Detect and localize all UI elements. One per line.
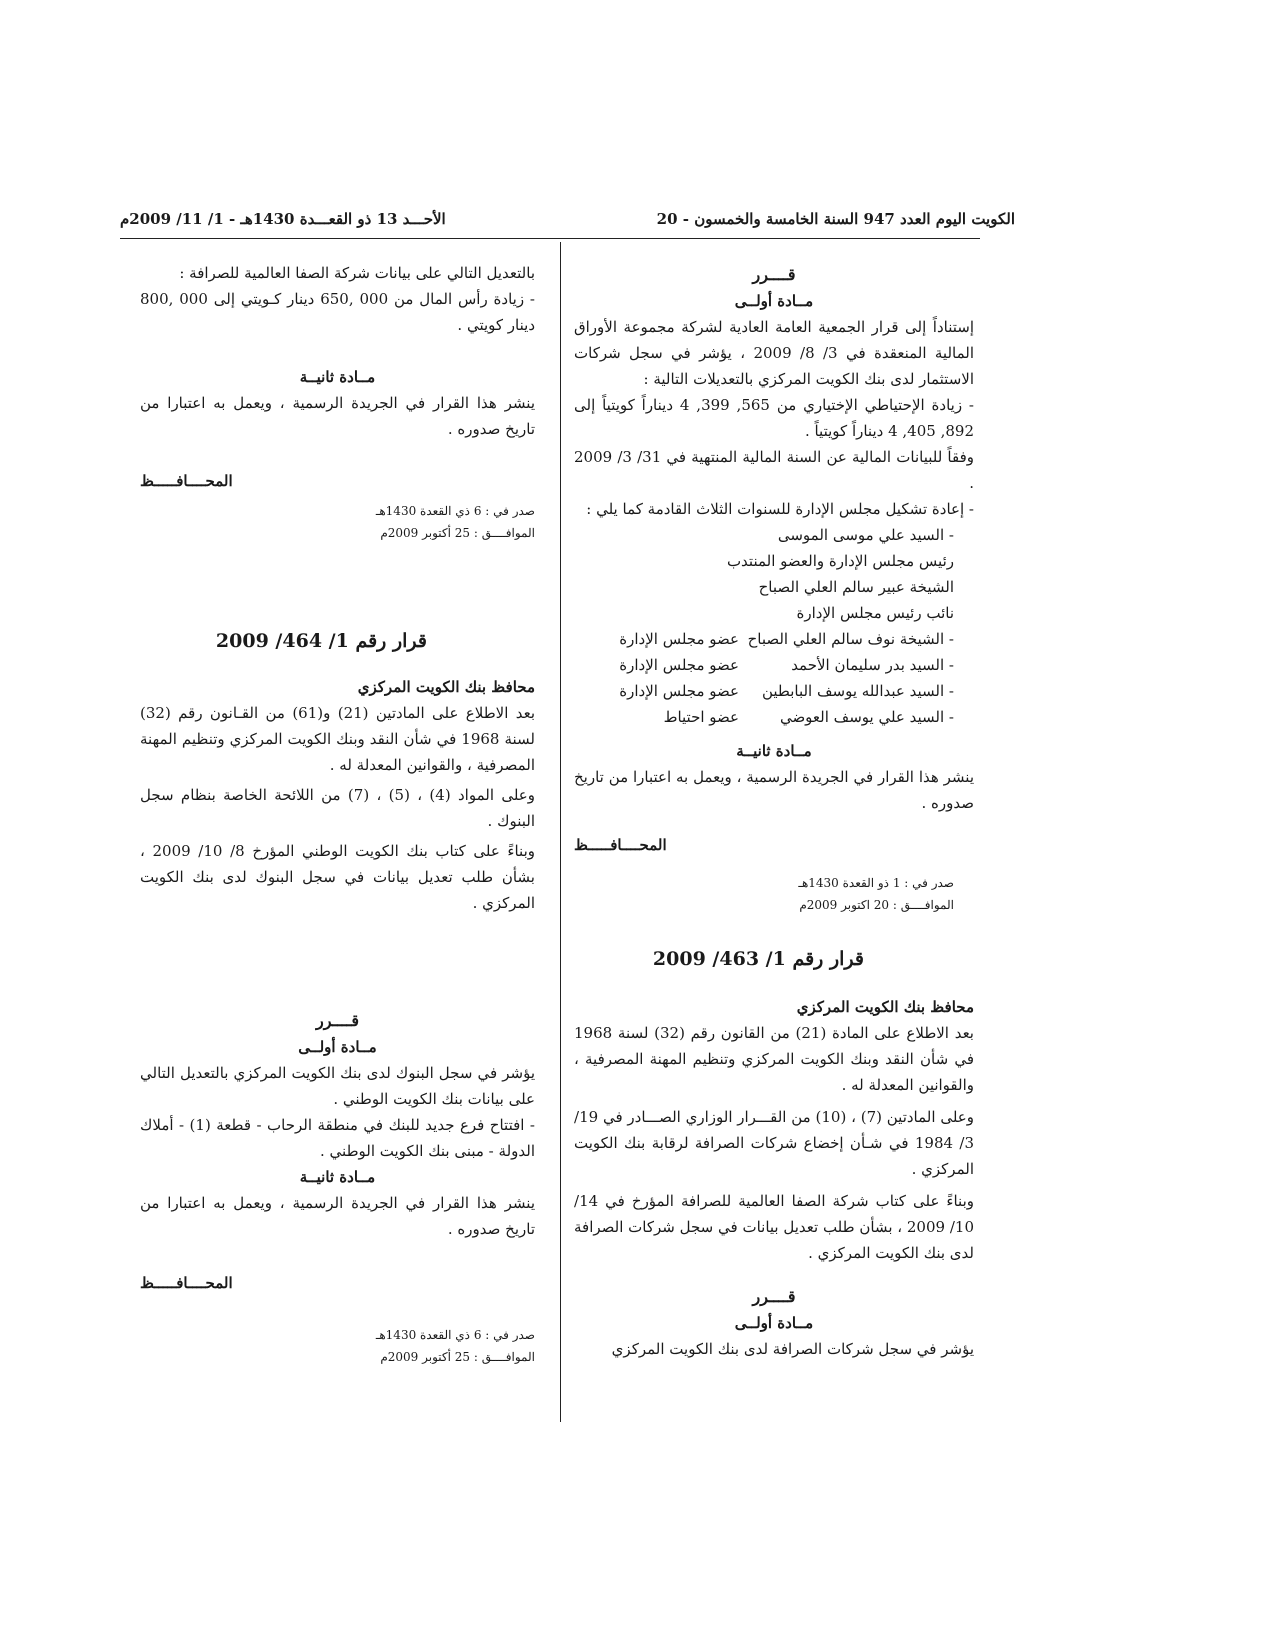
board-member-role: عضو مجلس الإدارة [619, 630, 739, 648]
decision-block-right-1 [574, 262, 974, 916]
article-1-title: مــادة أولــى [734, 292, 814, 310]
board-member-name: الشيخة عبير سالم العلي الصباح [758, 578, 954, 596]
article-2-text: ينشر هذا القرار في الجريدة الرسمية ، ويعمل به اعتبارا من تاريخ صدوره . [140, 1194, 535, 1238]
corresponding-date: الموافــــق : 25 أكتوبر 2009م [380, 1350, 535, 1364]
decides-heading: قــــرر [752, 1287, 796, 1306]
board-member-name: - السيد علي موسى الموسى [777, 526, 954, 544]
corresponding-date: الموافــــق : 25 أكتوبر 2009م [380, 526, 535, 540]
article-2-text: ينشر هذا القرار في الجريدة الرسمية ، ويعمل به اعتبارا من تاريخ صدوره . [140, 394, 535, 438]
board-member-name: - الشيخة نوف سالم العلي الصباح [747, 630, 954, 648]
article-1-title: مــادة أولــى [734, 1314, 814, 1332]
governor-signature: المحــــافـــــظ [574, 836, 667, 854]
article-2-title: مــادة ثانيــة [299, 1168, 376, 1186]
article-1-text: يؤشر في سجل البنوك لدى بنك الكويت المركزي بالتعديل التالي على بيانات بنك الكويت الوطني . [140, 1064, 535, 1108]
article-1-paragraph: إستناداً إلى قرار الجمعية العامة العادية لشركة مجموعة الأوراق المالية المنعقدة في 3/ 8/ 2009 ، يؤشر في سجل شركات الاستثمار لدى بنك الكويت المركزي بالتعديلات التالية : [574, 318, 974, 388]
board-member-name: - السيد علي يوسف العوضي [779, 708, 954, 726]
article-1-title: مــادة أولــى [298, 1038, 377, 1056]
board-member-role: عضو احتياط [663, 708, 739, 726]
header-issue-info: الكويت اليوم العدد 947 السنة الخامسة والخمسون - 20 [656, 210, 1015, 228]
article-2-text: ينشر هذا القرار في الجريدة الرسمية ، ويعمل به اعتبارا من تاريخ صدوره . [574, 768, 974, 812]
board-list [574, 522, 974, 730]
article-1-item-board: - إعادة تشكيل مجلس الإدارة للسنوات الثلاث القادمة كما يلي : [586, 500, 974, 518]
preamble-paragraph: وبناءً على كتاب بنك الكويت الوطني المؤرخ 8/ 10/ 2009 ، بشأن طلب تعديل بيانات في سجل البنوك لدى بنك الكويت المركزي . [140, 842, 536, 912]
preamble-paragraph: وعلى المواد (4) ، (5) ، (7) من اللائحة الخاصة بنظام سجل البنوك . [140, 786, 535, 830]
article-2-title: مــادة ثانيــة [299, 368, 376, 386]
article-2-title: مــادة ثانيــة [736, 742, 812, 760]
governor-signature: المحــــافـــــظ [140, 472, 233, 490]
column-divider [560, 242, 561, 1422]
board-member-name: - السيد عبدالله يوسف البابطين [761, 682, 954, 700]
board-member-name: - السيد بدر سليمان الأحمد [791, 656, 954, 674]
corresponding-date: الموافــــق : 20 اكتوبر 2009م [799, 898, 954, 912]
right-column [574, 262, 974, 1362]
decides-heading: قــــرر [752, 265, 796, 284]
article-1-financials: وفقاً للبيانات المالية عن السنة المالية المنتهية في 31/ 3/ 2009 . [574, 448, 975, 492]
board-row [574, 626, 954, 652]
issued-date: صدر في : 1 ذو القعدة 1430هـ [798, 876, 954, 890]
article-1-item-reserve: - زيادة الإحتياطي الإختياري من 565, 399, 4 ديناراً كويتياً إلى 892, 405, 4 ديناراً كويتياً . [574, 396, 974, 440]
board-row [574, 652, 954, 678]
board-member-role: عضو مجلس الإدارة [619, 682, 739, 700]
board-member-role: عضو مجلس الإدارة [619, 656, 739, 674]
decision-block-right-2 [574, 946, 974, 1362]
governor-signature: المحــــافـــــظ [140, 1274, 233, 1292]
board-row [574, 678, 954, 704]
board-row [574, 704, 954, 730]
board-member-role: نائب رئيس مجلس الإدارة [796, 604, 954, 622]
decides-heading: قــــرر [316, 1011, 359, 1030]
issued-date: صدر في : 6 ذي القعدة 1430هـ [375, 1328, 535, 1342]
preamble-paragraph: بعد الاطلاع على المادتين (21) و(61) من القـانون رقم (32) لسنة 1968 في شأن النقد وبنك الكويت المركزي وتنظيم المهنة المصرفية ، والقوانين المعدلة له . [140, 704, 536, 774]
board-member-role: رئيس مجلس الإدارة والعضو المنتدب [726, 552, 954, 570]
decision-title: قرار رقم 1/ 464/ 2009 [215, 630, 427, 652]
header-rule [120, 238, 980, 239]
header-date: الأحـــد 13 ذو القعـــدة 1430هـ - 1/ 11/ 2009م [120, 210, 446, 228]
governor-heading: محافظ بنك الكويت المركزي [357, 678, 535, 696]
decision-block-left-2 [140, 628, 535, 1368]
issued-date: صدر في : 6 ذي القعدة 1430هـ [375, 504, 535, 518]
continued-text: بالتعديل التالي على بيانات شركة الصفا العالمية للصرافة : [179, 264, 535, 282]
decision-block-left-1 [140, 260, 535, 544]
left-column [140, 260, 535, 1368]
article-1-item-branch: - افتتاح فرع جديد للبنك في منطقة الرحاب - قطعة (1) - أملاك الدولة - مبنى بنك الكويت الوطني . [140, 1116, 535, 1160]
continued-item-capital: - زيادة رأس المال من 000 ,650 دينار كـويتي إلى 000 ,800 دينار كويتي . [140, 290, 535, 334]
preamble-paragraph: بعد الاطلاع على المادة (21) من القانون رقم (32) لسنة 1968 في شأن النقد وبنك الكويت المركزي وتنظيم المهنة المصرفية ، والقوانين المعدلة له . [574, 1024, 974, 1094]
decision-title: قرار رقم 1/ 463/ 2009 [652, 948, 864, 970]
preamble-paragraph: وبناءً على كتاب شركة الصفا العالمية للصرافة المؤرخ في 14/ 10/ 2009 ، بشأن طلب تعديل بيانات في سجل شركات الصرافة لدى بنك الكويت المركزي . [574, 1192, 974, 1262]
governor-heading: محافظ بنك الكويت المركزي [796, 998, 974, 1016]
preamble-paragraph: وعلى المادتين (7) ، (10) من القـــرار الوزاري الصـــادر في 19/ 3/ 1984 في شـأن إخضاع شركات الصرافة لرقابة بنك الكويت المركزي . [574, 1108, 974, 1178]
article-1-text: يؤشر في سجل شركات الصرافة لدى بنك الكويت المركزي [611, 1340, 974, 1358]
